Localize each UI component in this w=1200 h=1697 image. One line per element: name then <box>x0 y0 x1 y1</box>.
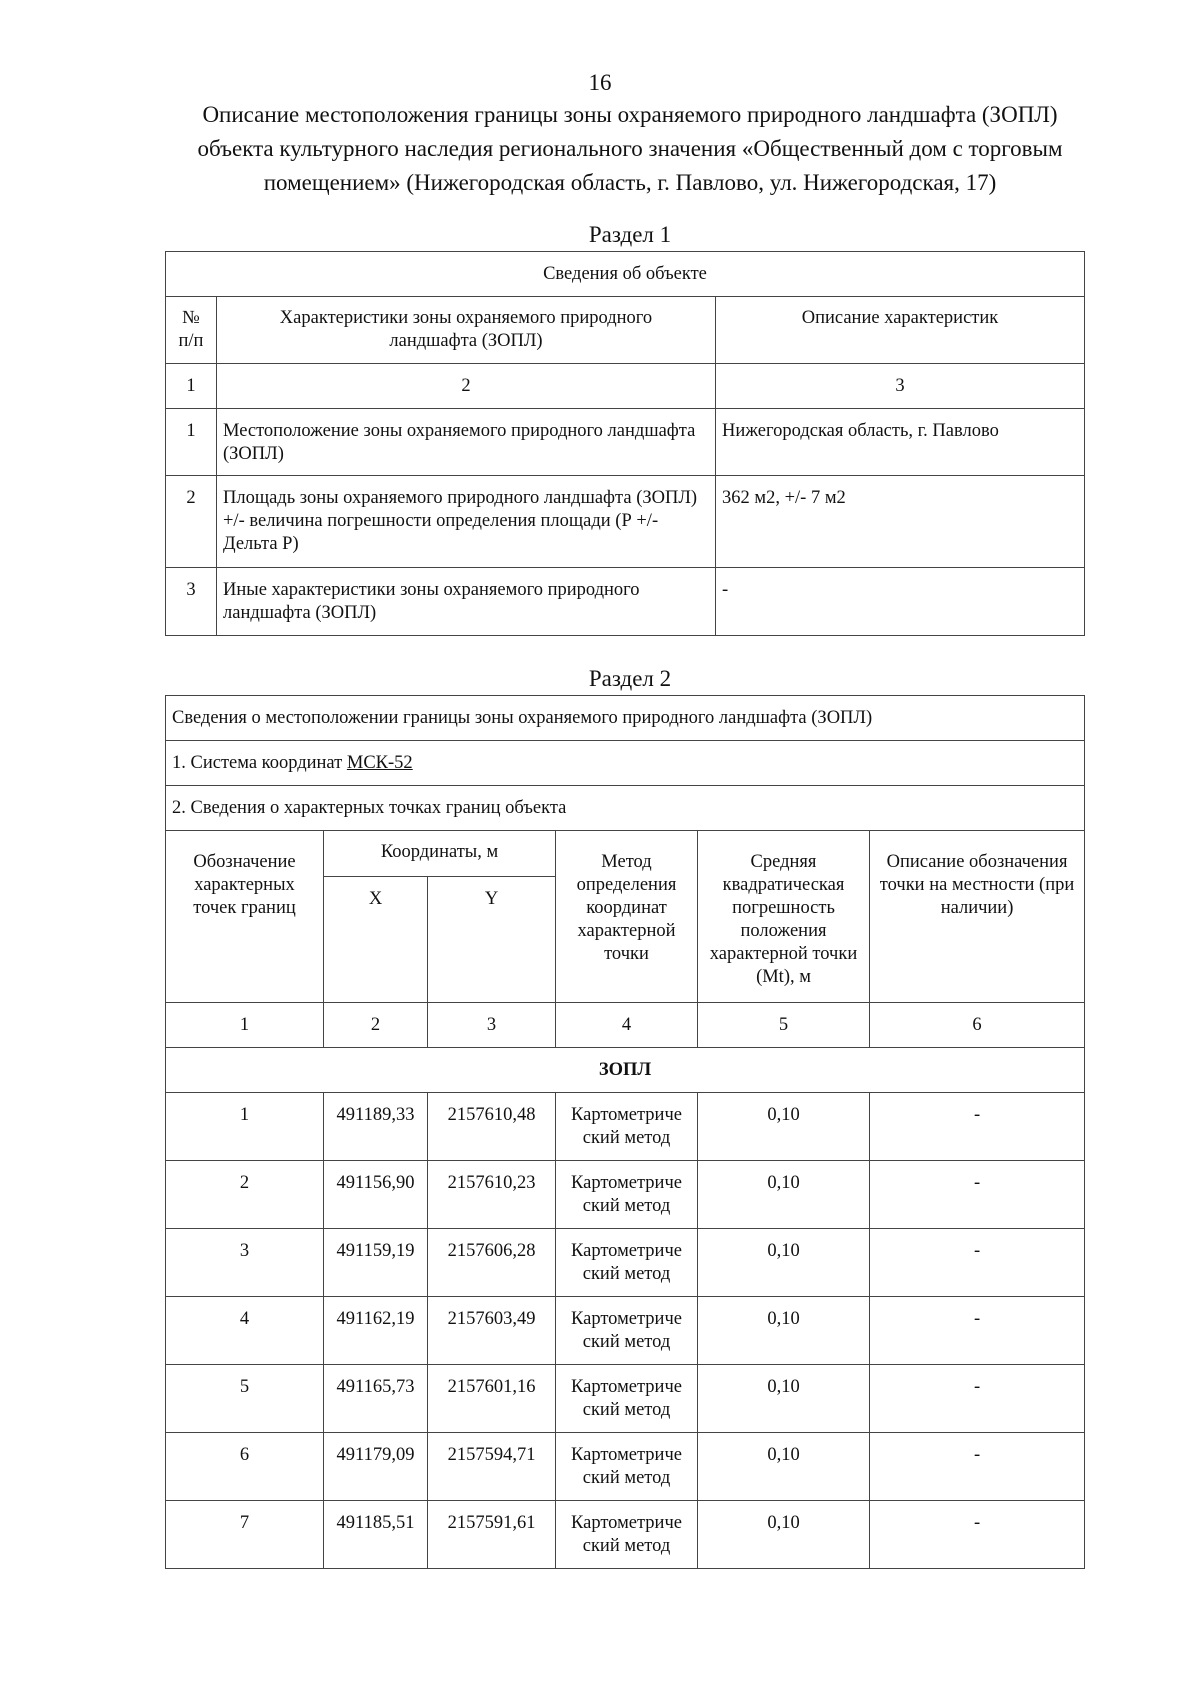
column-number: 4 <box>556 1003 698 1048</box>
point-id: 7 <box>166 1501 324 1569</box>
point-description: - <box>870 1297 1085 1365</box>
method: Картометриче ский метод <box>556 1501 698 1569</box>
mean-error: 0,10 <box>698 1433 870 1501</box>
coordinate-x: 491159,19 <box>324 1229 428 1297</box>
coordinate-x: 491156,90 <box>324 1161 428 1229</box>
section2-caption: Сведения о местоположении границы зоны охраняемого природного ландшафта (ЗОПЛ) <box>166 696 1085 741</box>
mean-error: 0,10 <box>698 1365 870 1433</box>
point-id: 6 <box>166 1433 324 1501</box>
point-description: - <box>870 1501 1085 1569</box>
row-number: 1 <box>166 409 217 476</box>
point-description: - <box>870 1365 1085 1433</box>
method: Картометриче ский метод <box>556 1433 698 1501</box>
mean-error: 0,10 <box>698 1229 870 1297</box>
title-line: помещением» (Нижегородская область, г. Павлово, ул. Нижегородская, 17) <box>263 170 997 195</box>
table-row <box>166 568 1085 636</box>
column-number: 3 <box>428 1003 556 1048</box>
mean-error: 0,10 <box>698 1161 870 1229</box>
header-point-description: Описание обозначения точки на местности (при наличии) <box>870 831 1085 1003</box>
zone-label: ЗОПЛ <box>166 1048 1085 1093</box>
mean-error: 0,10 <box>698 1501 870 1569</box>
characteristic-value: - <box>716 568 1085 636</box>
characteristic-name: Площадь зоны охраняемого природного ландшафта (ЗОПЛ) +/- величина погрешности определения площади (Р +/- Дельта Р) <box>217 476 716 568</box>
header-error: Средняя квадратическая погрешность положения характерной точки (Mt), м <box>698 831 870 1003</box>
point-description: - <box>870 1229 1085 1297</box>
coordinate-y: 2157610,48 <box>428 1093 556 1161</box>
point-description: - <box>870 1161 1085 1229</box>
header-method: Метод определения координат характерной точки <box>556 831 698 1003</box>
table-row <box>166 1433 1085 1501</box>
point-id: 3 <box>166 1229 324 1297</box>
coordinate-y: 2157603,49 <box>428 1297 556 1365</box>
coordinate-x: 491179,09 <box>324 1433 428 1501</box>
table-row <box>166 1093 1085 1161</box>
characteristic-value: 362 м2, +/- 7 м2 <box>716 476 1085 568</box>
method: Картометриче ский метод <box>556 1093 698 1161</box>
coordinate-x: 491165,73 <box>324 1365 428 1433</box>
header-x: X <box>324 877 428 1003</box>
coordinate-system-value: МСК-52 <box>346 753 413 773</box>
characteristic-value: Нижегородская область, г. Павлово <box>716 409 1085 476</box>
column-number: 5 <box>698 1003 870 1048</box>
method: Картометриче ский метод <box>556 1297 698 1365</box>
title-line: Описание местоположения границы зоны охраняемого природного ландшафта (ЗОПЛ) <box>202 102 1058 127</box>
row-number: 3 <box>166 568 217 636</box>
table-row <box>166 1161 1085 1229</box>
column-number: 3 <box>716 364 1085 409</box>
title-line: объекта культурного наследия регионального значения «Общественный дом с торговым <box>197 136 1063 161</box>
header-description: Описание характеристик <box>716 297 1085 364</box>
page-number: 16 <box>588 70 612 95</box>
header-number: № п/п <box>166 297 217 364</box>
characteristic-name: Иные характеристики зоны охраняемого природного ландшафта (ЗОПЛ) <box>217 568 716 636</box>
point-description: - <box>870 1093 1085 1161</box>
method: Картометриче ский метод <box>556 1161 698 1229</box>
coordinate-x: 491162,19 <box>324 1297 428 1365</box>
header-y: Y <box>428 877 556 1003</box>
column-number: 6 <box>870 1003 1085 1048</box>
point-id: 4 <box>166 1297 324 1365</box>
point-id: 2 <box>166 1161 324 1229</box>
coordinate-y: 2157601,16 <box>428 1365 556 1433</box>
table-row <box>166 1365 1085 1433</box>
table-row <box>166 476 1085 568</box>
coordinate-x: 491189,33 <box>324 1093 428 1161</box>
section1-label: Раздел 1 <box>588 222 672 247</box>
characteristic-name: Местоположение зоны охраняемого природного ландшафта (ЗОПЛ) <box>217 409 716 476</box>
coordinate-system-prefix: 1. Система координат <box>172 753 347 773</box>
point-id: 5 <box>166 1365 324 1433</box>
column-number: 1 <box>166 364 217 409</box>
points-caption: 2. Сведения о характерных точках границ объекта <box>166 786 1085 831</box>
coordinate-y: 2157610,23 <box>428 1161 556 1229</box>
section2-label: Раздел 2 <box>588 666 672 691</box>
coordinate-y: 2157591,61 <box>428 1501 556 1569</box>
boundary-points-table <box>165 695 1085 1569</box>
mean-error: 0,10 <box>698 1297 870 1365</box>
coordinate-y: 2157606,28 <box>428 1229 556 1297</box>
table-row <box>166 1229 1085 1297</box>
column-number: 2 <box>324 1003 428 1048</box>
method: Картометриче ский метод <box>556 1229 698 1297</box>
column-number: 1 <box>166 1003 324 1048</box>
table-row <box>166 1501 1085 1569</box>
coordinate-x: 491185,51 <box>324 1501 428 1569</box>
row-number: 2 <box>166 476 217 568</box>
document-title <box>150 98 1110 200</box>
point-description: - <box>870 1433 1085 1501</box>
header-point: Обозначение характерных точек границ <box>166 831 324 1003</box>
header-coordinates: Координаты, м <box>324 831 556 877</box>
coordinate-y: 2157594,71 <box>428 1433 556 1501</box>
method: Картометриче ский метод <box>556 1365 698 1433</box>
coordinate-system <box>166 741 1085 786</box>
table-row <box>166 409 1085 476</box>
table-row <box>166 1297 1085 1365</box>
mean-error: 0,10 <box>698 1093 870 1161</box>
point-id: 1 <box>166 1093 324 1161</box>
section1-caption: Сведения об объекте <box>166 252 1085 297</box>
column-number: 2 <box>217 364 716 409</box>
object-info-table <box>165 251 1085 636</box>
header-characteristics: Характеристики зоны охраняемого природного ландшафта (ЗОПЛ) <box>217 297 716 364</box>
